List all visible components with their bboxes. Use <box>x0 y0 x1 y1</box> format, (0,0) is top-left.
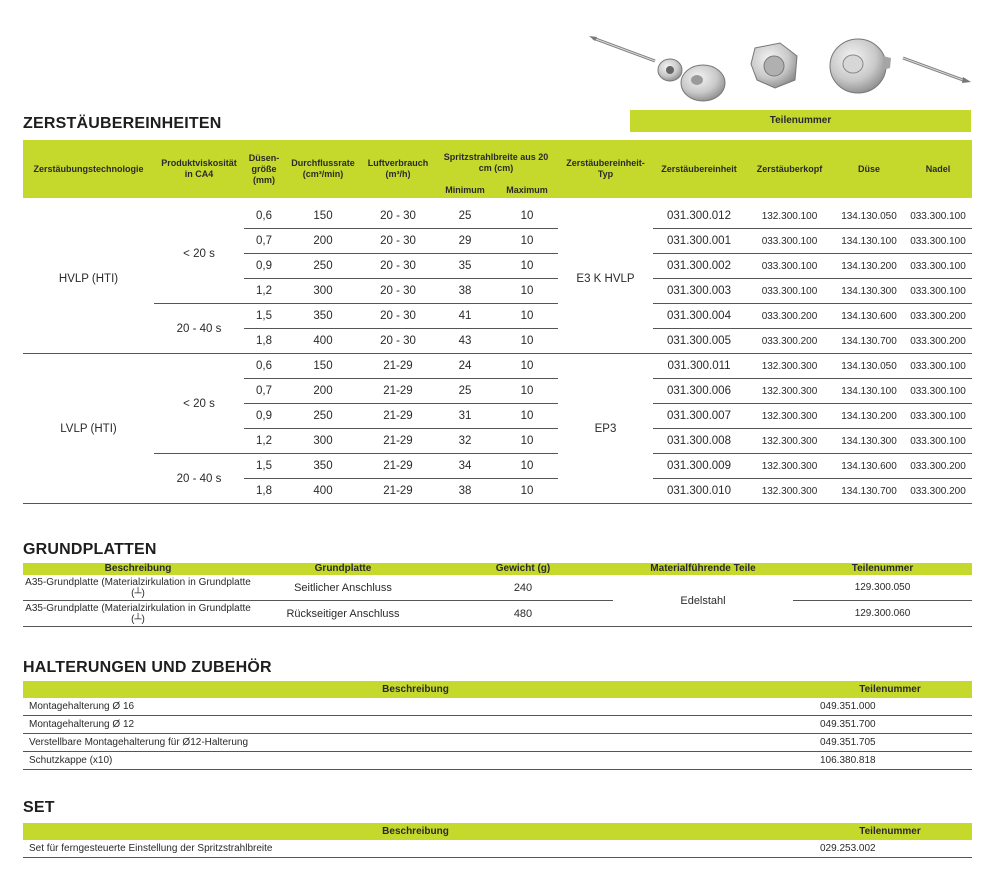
cell-size: 0,7 <box>244 379 284 404</box>
cell-duese: 134.130.300 <box>834 279 904 304</box>
cell-size: 1,5 <box>244 304 284 329</box>
cell-size: 0,6 <box>244 204 284 229</box>
row-gewicht: 480 <box>433 601 613 627</box>
row-teilenummer: 129.300.050 <box>793 575 972 601</box>
cell-size: 1,8 <box>244 479 284 504</box>
cell-max: 10 <box>496 329 558 354</box>
row-description: A35-Grundplatte (Materialzirkulation in Grundplatte (┴) <box>23 575 253 601</box>
cell-einheit-typ: E3 K HVLP <box>558 204 653 354</box>
table-row <box>23 698 972 716</box>
large-air-cap-icon <box>830 39 891 93</box>
cell-viskositaet: < 20 s <box>154 204 244 304</box>
cell-size: 1,2 <box>244 429 284 454</box>
row-description: Verstellbare Montagehalterung für Ø12-Halterung <box>23 734 808 752</box>
cell-nadel: 033.300.100 <box>904 279 972 304</box>
cell-nadel: 033.300.100 <box>904 354 972 379</box>
cell-max: 10 <box>496 454 558 479</box>
cell-size: 1,5 <box>244 454 284 479</box>
header-duesengroesse: Düsen-größe (mm) <box>244 140 284 198</box>
header-material: Materialführende Teile <box>613 563 793 575</box>
cell-duese: 134.130.300 <box>834 429 904 454</box>
row-description: Montagehalterung Ø 12 <box>23 716 808 734</box>
cell-technologie: HVLP (HTI) <box>23 204 154 354</box>
cell-viskositaet: 20 - 40 s <box>154 454 244 504</box>
cell-kopf: 033.300.100 <box>745 229 834 254</box>
cell-flow: 150 <box>284 354 362 379</box>
cell-max: 10 <box>496 479 558 504</box>
cell-duese: 134.130.600 <box>834 454 904 479</box>
table-row <box>23 840 972 858</box>
cell-size: 0,6 <box>244 354 284 379</box>
cell-size: 1,2 <box>244 279 284 304</box>
header-beschreibung: Beschreibung <box>23 823 808 840</box>
header-duese: Düse <box>834 140 904 198</box>
cell-einheit: 031.300.002 <box>653 254 745 279</box>
cell-flow: 400 <box>284 479 362 504</box>
cell-kopf: 033.300.100 <box>745 254 834 279</box>
cell-air: 20 - 30 <box>362 279 434 304</box>
cell-einheit: 031.300.001 <box>653 229 745 254</box>
cell-max: 10 <box>496 404 558 429</box>
cell-flow: 400 <box>284 329 362 354</box>
table-row <box>23 734 972 752</box>
table-row <box>23 575 972 601</box>
cell-min: 25 <box>434 204 496 229</box>
row-material: Edelstahl <box>613 575 793 627</box>
cell-size: 0,9 <box>244 404 284 429</box>
cell-nadel: 033.300.100 <box>904 404 972 429</box>
header-einheit: Zerstäubereinheit <box>653 140 745 198</box>
cell-einheit: 031.300.009 <box>653 454 745 479</box>
cell-air: 20 - 30 <box>362 304 434 329</box>
row-teilenummer: 049.351.700 <box>808 716 972 734</box>
cell-kopf: 132.300.300 <box>745 454 834 479</box>
cell-air: 21-29 <box>362 404 434 429</box>
table-row <box>23 204 972 229</box>
cell-max: 10 <box>496 304 558 329</box>
grundplatten-table <box>23 563 972 627</box>
cell-min: 41 <box>434 304 496 329</box>
zerstaeuber-table <box>23 140 972 504</box>
table-row <box>23 454 972 479</box>
row-teilenummer: 049.351.000 <box>808 698 972 716</box>
header-gewicht: Gewicht (g) <box>433 563 613 575</box>
row-teilenummer: 106.380.818 <box>808 752 972 770</box>
cell-kopf: 033.300.100 <box>745 279 834 304</box>
header-teilenummer: Teilenummer <box>808 681 972 698</box>
cell-flow: 200 <box>284 379 362 404</box>
cell-air: 21-29 <box>362 479 434 504</box>
cell-nadel: 033.300.100 <box>904 229 972 254</box>
cell-kopf: 132.300.300 <box>745 429 834 454</box>
cell-duese: 134.130.200 <box>834 404 904 429</box>
nozzle-icon <box>658 59 682 81</box>
cell-nadel: 033.300.200 <box>904 304 972 329</box>
table-row <box>23 752 972 770</box>
cell-min: 24 <box>434 354 496 379</box>
cell-einheit: 031.300.003 <box>653 279 745 304</box>
cell-min: 35 <box>434 254 496 279</box>
cell-size: 1,8 <box>244 329 284 354</box>
table-row <box>23 601 972 627</box>
cell-flow: 300 <box>284 279 362 304</box>
cell-kopf: 132.300.100 <box>745 204 834 229</box>
cell-air: 20 - 30 <box>362 204 434 229</box>
cell-kopf: 033.300.200 <box>745 304 834 329</box>
header-beschreibung: Beschreibung <box>23 563 253 575</box>
cell-duese: 134.130.100 <box>834 229 904 254</box>
header-kopf: Zerstäuberkopf <box>745 140 834 198</box>
cell-min: 29 <box>434 229 496 254</box>
teilenummer-band: Teilenummer <box>630 110 971 132</box>
row-teilenummer: 049.351.705 <box>808 734 972 752</box>
row-teilenummer: 029.253.002 <box>808 840 972 858</box>
header-teilenummer: Teilenummer <box>808 823 972 840</box>
row-description: Montagehalterung Ø 16 <box>23 698 808 716</box>
cell-einheit: 031.300.008 <box>653 429 745 454</box>
cell-size: 0,7 <box>244 229 284 254</box>
row-gewicht: 240 <box>433 575 613 601</box>
header-grundplatte: Grundplatte <box>253 563 433 575</box>
cell-einheit: 031.300.007 <box>653 404 745 429</box>
cell-einheit: 031.300.012 <box>653 204 745 229</box>
cell-min: 34 <box>434 454 496 479</box>
air-cap-icon <box>751 43 797 88</box>
cell-min: 43 <box>434 329 496 354</box>
cell-viskositaet: 20 - 40 s <box>154 304 244 354</box>
cell-kopf: 132.300.300 <box>745 379 834 404</box>
section-title-grundplatten: GRUNDPLATTEN <box>23 541 157 558</box>
cell-max: 10 <box>496 204 558 229</box>
cell-max: 10 <box>496 229 558 254</box>
section-title-halterungen: HALTERUNGEN UND ZUBEHÖR <box>23 659 272 676</box>
cell-nadel: 033.300.200 <box>904 329 972 354</box>
halterungen-table <box>23 681 972 770</box>
cell-einheit-typ: EP3 <box>558 354 653 504</box>
cell-kopf: 132.300.300 <box>745 479 834 504</box>
header-luft: Luftverbrauch (m³/h) <box>362 140 434 198</box>
row-grundplatte: Seitlicher Anschluss <box>253 575 433 601</box>
cell-air: 21-29 <box>362 354 434 379</box>
cell-kopf: 132.300.300 <box>745 354 834 379</box>
cell-nadel: 033.300.100 <box>904 379 972 404</box>
header-beschreibung: Beschreibung <box>23 681 808 698</box>
cell-nadel: 033.300.100 <box>904 429 972 454</box>
cell-nadel: 033.300.200 <box>904 454 972 479</box>
cell-flow: 250 <box>284 254 362 279</box>
cell-max: 10 <box>496 429 558 454</box>
cell-air: 20 - 30 <box>362 254 434 279</box>
cell-air: 21-29 <box>362 379 434 404</box>
cell-nadel: 033.300.200 <box>904 479 972 504</box>
row-teilenummer: 129.300.060 <box>793 601 972 627</box>
table-row <box>23 354 972 379</box>
cell-min: 38 <box>434 479 496 504</box>
cell-flow: 300 <box>284 429 362 454</box>
cell-max: 10 <box>496 254 558 279</box>
cell-technologie: LVLP (HTI) <box>23 354 154 504</box>
header-minimum: Minimum <box>434 183 496 198</box>
cell-kopf: 033.300.200 <box>745 329 834 354</box>
needle-icon <box>589 36 655 61</box>
header-teilenummer: Teilenummer <box>793 563 972 575</box>
row-description: A35-Grundplatte (Materialzirkulation in Grundplatte (┴) <box>23 601 253 627</box>
cell-einheit: 031.300.004 <box>653 304 745 329</box>
table-row <box>23 716 972 734</box>
table-row <box>23 304 972 329</box>
section-title-zerstaeuber: ZERSTÄUBEREINHEITEN <box>23 115 222 132</box>
product-illustration <box>585 28 977 108</box>
cell-viskositaet: < 20 s <box>154 354 244 454</box>
cell-einheit: 031.300.005 <box>653 329 745 354</box>
cell-air: 21-29 <box>362 429 434 454</box>
cell-min: 38 <box>434 279 496 304</box>
air-cap-icon <box>681 65 725 101</box>
cell-einheit: 031.300.011 <box>653 354 745 379</box>
cell-nadel: 033.300.100 <box>904 204 972 229</box>
cell-duese: 134.130.700 <box>834 329 904 354</box>
cell-min: 31 <box>434 404 496 429</box>
cell-flow: 200 <box>284 229 362 254</box>
cell-flow: 350 <box>284 454 362 479</box>
section-title-set: SET <box>23 799 55 816</box>
cell-min: 32 <box>434 429 496 454</box>
cell-max: 10 <box>496 379 558 404</box>
row-description: Set für ferngesteuerte Einstellung der Spritzstrahlbreite <box>23 840 808 858</box>
cell-duese: 134.130.600 <box>834 304 904 329</box>
cell-kopf: 132.300.300 <box>745 404 834 429</box>
row-grundplatte: Rückseitiger Anschluss <box>253 601 433 627</box>
cell-air: 20 - 30 <box>362 329 434 354</box>
cell-duese: 134.130.050 <box>834 204 904 229</box>
cell-einheit: 031.300.010 <box>653 479 745 504</box>
header-viskositaet: Produktviskosität in CA4 <box>154 140 244 198</box>
header-technologie: Zerstäubungstechnologie <box>23 140 154 198</box>
cell-air: 21-29 <box>362 454 434 479</box>
cell-min: 25 <box>434 379 496 404</box>
header-einheit-typ: Zerstäubereinheit-Typ <box>558 140 653 198</box>
row-description: Schutzkappe (x10) <box>23 752 808 770</box>
cell-einheit: 031.300.006 <box>653 379 745 404</box>
cell-max: 10 <box>496 279 558 304</box>
cell-duese: 134.130.050 <box>834 354 904 379</box>
cell-flow: 350 <box>284 304 362 329</box>
needle-icon <box>903 58 971 83</box>
cell-flow: 150 <box>284 204 362 229</box>
set-table <box>23 823 972 858</box>
header-durchfluss: Durchflussrate (cm³/min) <box>284 140 362 198</box>
cell-duese: 134.130.200 <box>834 254 904 279</box>
cell-nadel: 033.300.100 <box>904 254 972 279</box>
cell-max: 10 <box>496 354 558 379</box>
header-spray: Spritzstrahlbreite aus 20 cm (cm) <box>434 140 558 183</box>
cell-size: 0,9 <box>244 254 284 279</box>
header-maximum: Maximum <box>496 183 558 198</box>
cell-flow: 250 <box>284 404 362 429</box>
cell-duese: 134.130.700 <box>834 479 904 504</box>
cell-air: 20 - 30 <box>362 229 434 254</box>
cell-duese: 134.130.100 <box>834 379 904 404</box>
header-nadel: Nadel <box>904 140 972 198</box>
